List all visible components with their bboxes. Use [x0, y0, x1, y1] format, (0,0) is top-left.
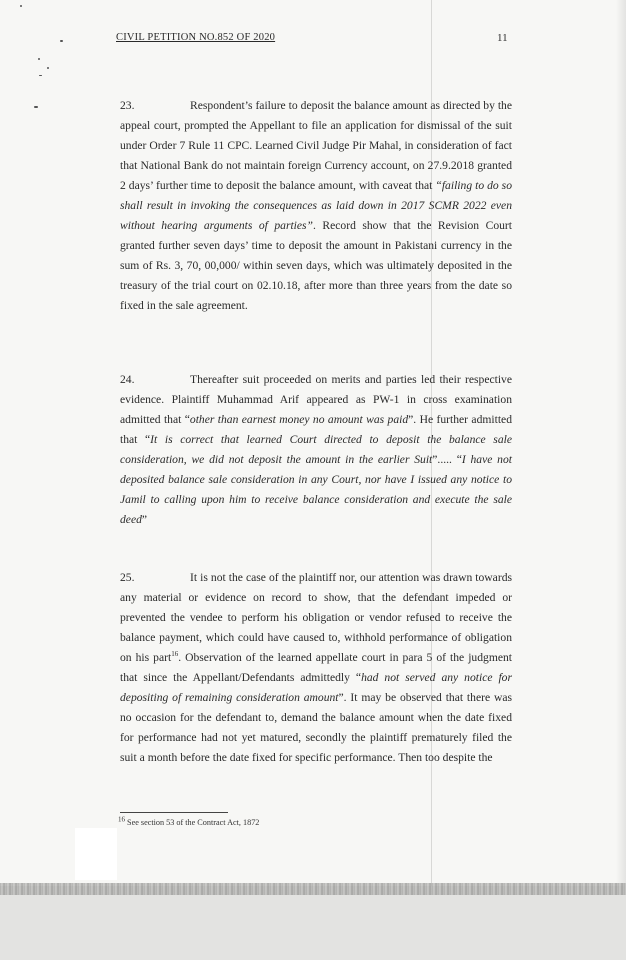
paragraph-number: 25.	[120, 571, 135, 584]
scan-speck	[38, 58, 40, 60]
paragraph-text: Respondent’s failure to deposit the balance amount as directed by the appeal court, prompted the Appellant to file an application for dismissal of the suit under Order 7 Rule 11 CPC. Learned Civil Judge Pir Mahal, in consideration of fact that National Bank do not maintain foreign Currency account, on 27.9.2018 granted 2 days’ further time to deposit the balance amount, with caveat that	[120, 99, 512, 192]
scan-speck	[39, 75, 42, 76]
scan-speck	[47, 67, 49, 69]
paragraph-text: . Record show that the Revision Court granted further seven days’ time to deposit the amount in Pakistani currency in the sum of Rs. 3, 70, 00,000/ within seven days, which was ultimately deposited in the treasury of the trial court on 02.10.18, after more than three years from the date so fixed in the sale agreement.	[120, 219, 512, 312]
footnote-marker: 16	[118, 815, 125, 824]
paragraph-25	[120, 568, 512, 768]
paragraph-text: It is not the case of the plaintiff nor, our attention was drawn towards any material or evidence on record to show, that the defendant impeded or prevented the vendee to perform his obligation or vendor refused to receive the balance payment, which could have caused to, withhold performance of obligation on his part	[120, 571, 512, 664]
quoted-text: “failing to do so shall result in invoking the consequences as laid down in 2017 SCMR 2022 even without hearing arguments of parties”	[120, 179, 512, 232]
scan-speck	[20, 5, 22, 7]
paragraph-text: . Observation of the learned appellate court in para 5 of the judgment that since the Appellant/Defendants admittedly “	[120, 651, 512, 684]
paragraph-text: Thereafter suit proceeded on merits and parties led their respective evidence. Plaintiff Muhammad Arif appeared as PW-1 in cross examination admitted that “	[120, 373, 512, 426]
scan-speck	[60, 40, 63, 42]
scan-bottom-margin	[0, 886, 626, 960]
quoted-text: had not served any notice for depositing of remaining consideration amount	[120, 671, 512, 704]
quoted-text: I have not deposited balance sale consideration in any Court, nor have I issued any notice to Jamil to calling upon him to receive balance consideration and execute the sale deed	[120, 453, 513, 526]
paragraph-text: ”..... “	[432, 453, 462, 466]
quoted-text: It is correct that learned Court directed to deposit the balance sale consideration, we did not deposit the amount in the earlier Suit	[120, 433, 512, 466]
case-title: CIVIL PETITION NO.852 OF 2020	[116, 32, 276, 43]
paragraph-23	[120, 96, 512, 316]
paragraph-text: ”. He further admitted that “	[120, 413, 512, 446]
page-number: 11	[497, 32, 508, 44]
paragraph-number: 24.	[120, 373, 135, 386]
footnote-text: See section 53 of the Contract Act, 1872	[125, 818, 260, 827]
scan-bottom-artifact	[0, 883, 626, 895]
paragraph-text: ”	[141, 513, 148, 526]
scan-speck	[34, 106, 38, 108]
footnote-reference[interactable]: 16	[171, 650, 179, 659]
paragraph-24	[120, 370, 512, 530]
quoted-text: other than earnest money no amount was paid	[189, 413, 409, 426]
paragraph-number: 23.	[120, 99, 135, 112]
footnote-separator	[120, 812, 228, 813]
footnote	[118, 815, 260, 827]
page-edge-shadow	[616, 0, 626, 886]
redaction-patch	[75, 828, 117, 880]
paragraph-text: ”. It may be observed that there was no occasion for the defendant to, demand the balance amount when the date fixed for performance had not yet matured, secondly the plaintiff prematurely filed the suit a month before the date fixed for specific performance. Then too despite the	[120, 691, 512, 764]
